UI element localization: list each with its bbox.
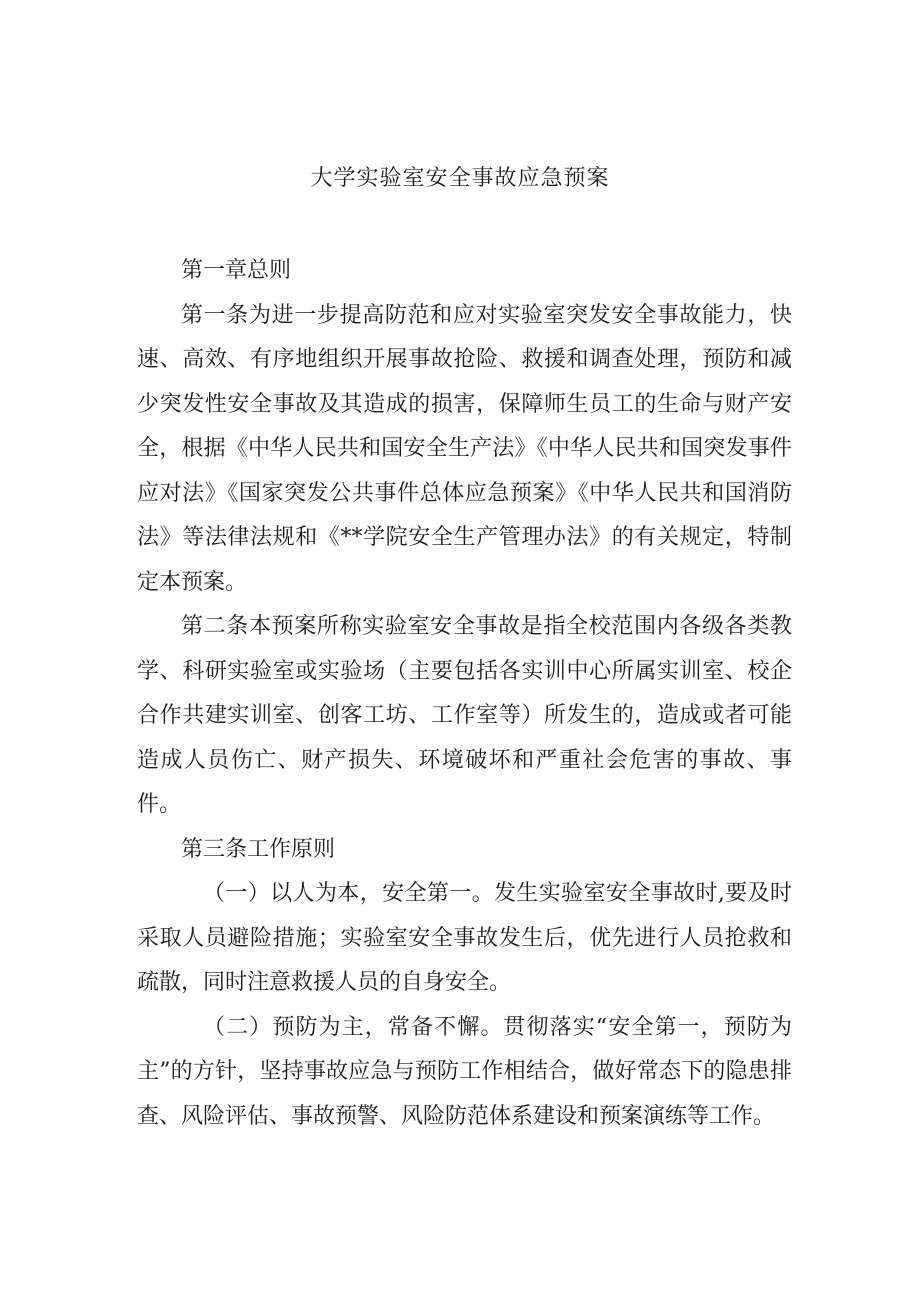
principle-2: （二）预防为主，常备不懈。贯彻落实“安全第一，预防为主”的方针，坚持事故应急与预防工作相结合，做好常态下的隐患排查、风险评估、事故预警、风险防范体系建设和预案演练等工作。 xyxy=(137,1014,792,1129)
chapter-heading: 第一章总则 xyxy=(181,258,292,283)
document-body xyxy=(137,249,792,1139)
article-3-heading: 第三条工作原则 xyxy=(181,836,336,862)
article-1: 第一条为进一步提高防范和应对实验室突发安全事故能力，快速、高效、有序地组织开展事故抢险、救援和调查处理，预防和减少突发性安全事故及其造成的损害，保障师生员工的生命与财产安全，根据《中华人民共和国安全生产法》《中华人民共和国突发事件应对法》《国家突发公共事件总体应急预案》《中华人民共和国消防法》等法律法规和《**学院安全生产管理办法》的有关规定，特制定本预案。 xyxy=(137,302,792,595)
principle-1: （一）以人为本，安全第一。发生实验室安全事故时,要及时采取人员避险措施；实验室安全事故发生后，优先进行人员抢救和疏散，同时注意救援人员的自身安全。 xyxy=(137,881,792,995)
article-2: 第二条本预案所称实验室安全事故是指全校范围内各级各类教学、科研实验室或实验场（主要包括各实训中心所属实训室、校企合作共建实训室、创客工坊、工作室等）所发生的，造成或者可能造成人员伤亡、财产损失、环境破坏和严重社会危害的事故、事件。 xyxy=(137,614,792,817)
document-title: 大学实验室安全事故应急预案 xyxy=(310,166,610,191)
